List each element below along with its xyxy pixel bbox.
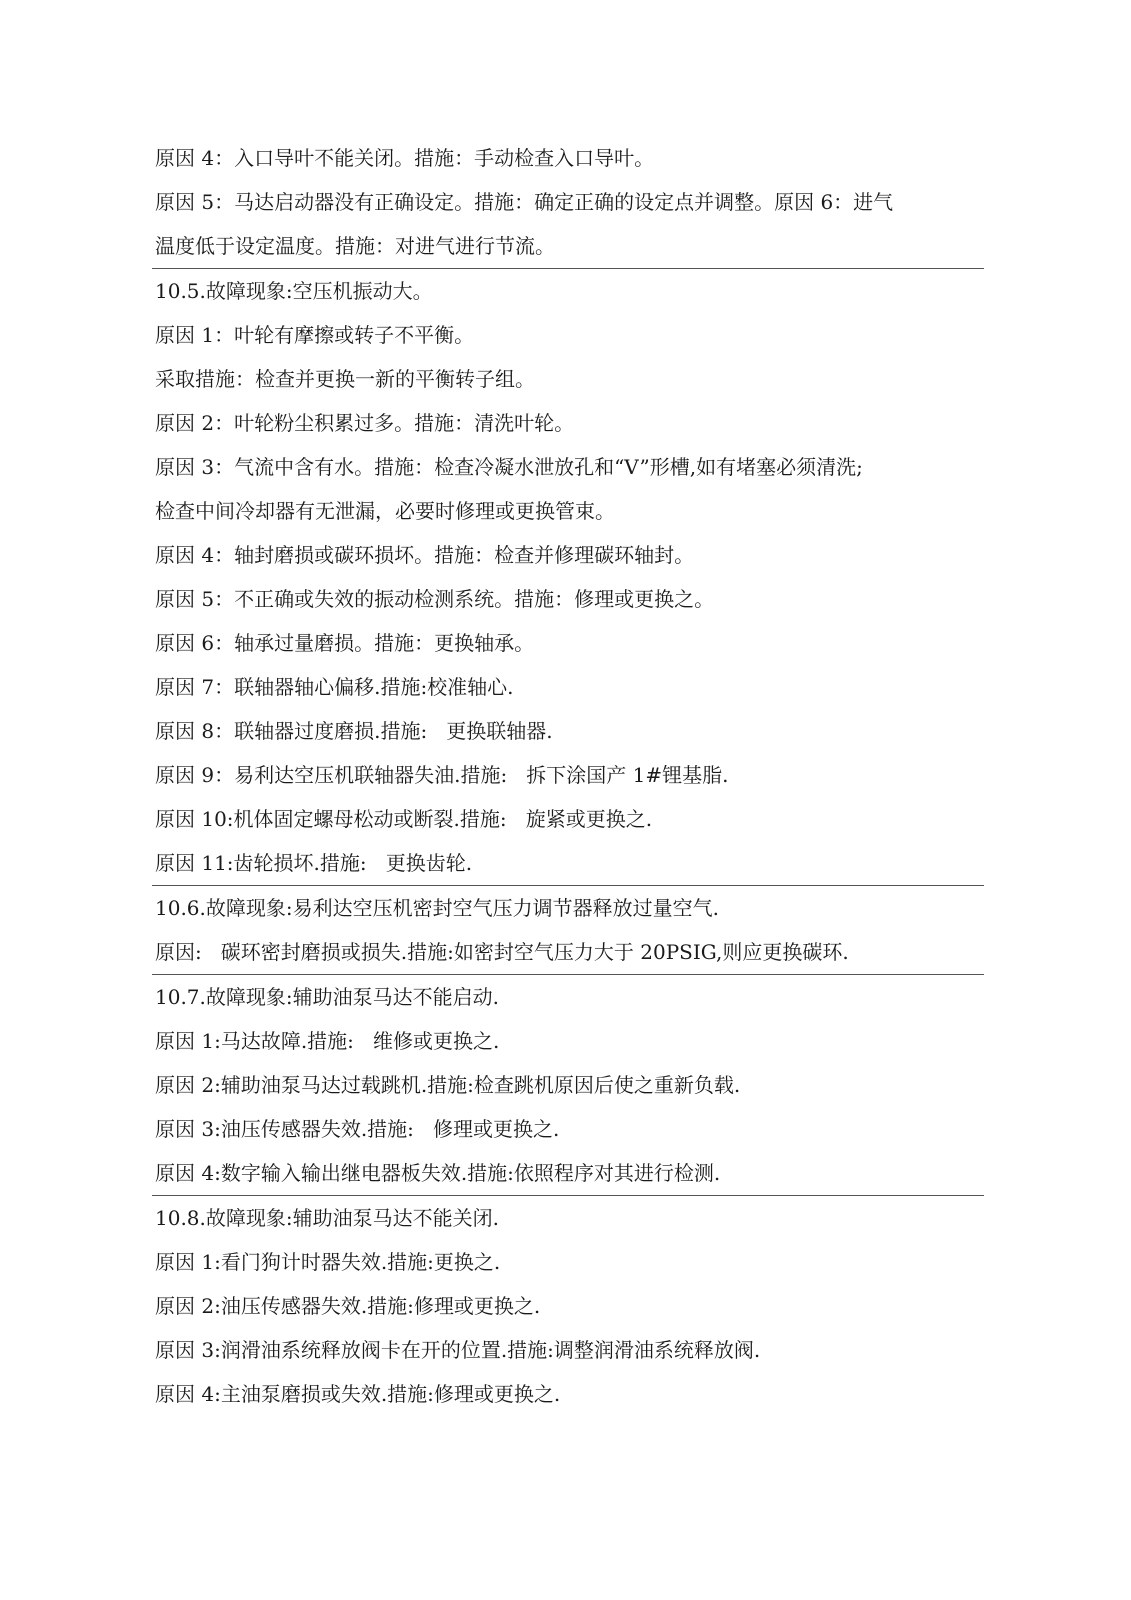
text-line: 原因 3:油压传感器失效.措施: 修理或更换之. — [155, 1117, 560, 1141]
text-line: 原因 4：入口导叶不能关闭。措施：手动检查入口导叶。 — [155, 146, 655, 170]
section-heading: 10.6.故障现象:易利达空压机密封空气压力调节器释放过量空气. — [155, 896, 719, 920]
text-line: 原因 2:辅助油泵马达过载跳机.措施:检查跳机原因后使之重新负载. — [155, 1073, 741, 1097]
section-heading: 10.5.故障现象:空压机振动大。 — [155, 279, 433, 303]
text-line: 温度低于设定温度。措施：对进气进行节流。 — [155, 234, 555, 258]
section-heading: 10.7.故障现象:辅助油泵马达不能启动. — [155, 985, 499, 1009]
text-line: 原因: 碳环密封磨损或损失.措施:如密封空气压力大于 20PSIG,则应更换碳环. — [155, 940, 849, 964]
text-line: 原因 5：马达启动器没有正确设定。措施：确定正确的设定点并调整。原因 6：进气 — [155, 190, 894, 214]
text-line: 原因 8：联轴器过度磨损.措施: 更换联轴器. — [155, 719, 553, 743]
text-line: 原因 7：联轴器轴心偏移.措施:校准轴心. — [155, 675, 514, 699]
text-line: 原因 2:油压传感器失效.措施:修理或更换之. — [155, 1294, 541, 1318]
text-line: 原因 2：叶轮粉尘积累过多。措施：清洗叶轮。 — [155, 411, 575, 435]
document-body — [155, 136, 985, 1416]
text-line: 原因 3:润滑油系统释放阀卡在开的位置.措施:调整润滑油系统释放阀. — [155, 1338, 761, 1362]
text-line: 原因 6：轴承过量磨损。措施：更换轴承。 — [155, 631, 535, 655]
section-heading: 10.8.故障现象:辅助油泵马达不能关闭. — [155, 1206, 499, 1230]
text-line: 原因 10:机体固定螺母松动或断裂.措施: 旋紧或更换之. — [155, 807, 653, 831]
text-line: 采取措施：检查并更换一新的平衡转子组。 — [155, 367, 535, 391]
text-line: 原因 3：气流中含有水。措施：检查冷凝水泄放孔和“V”形槽,如有堵塞必须清洗; — [155, 455, 863, 479]
text-line: 原因 4：轴封磨损或碳环损坏。措施：检查并修理碳环轴封。 — [155, 543, 695, 567]
fault-section — [155, 269, 985, 885]
text-line: 原因 11:齿轮损坏.措施: 更换齿轮. — [155, 851, 473, 875]
text-line: 原因 4:数字输入输出继电器板失效.措施:依照程序对其进行检测. — [155, 1161, 721, 1185]
text-line: 原因 5：不正确或失效的振动检测系统。措施：修理或更换之。 — [155, 587, 715, 611]
fault-section — [155, 886, 985, 974]
fault-section — [155, 975, 985, 1195]
text-line: 原因 1：叶轮有摩擦或转子不平衡。 — [155, 323, 475, 347]
text-line: 原因 1:看门狗计时器失效.措施:更换之. — [155, 1250, 501, 1274]
text-line: 原因 9：易利达空压机联轴器失油.措施: 拆下涂国产 1#锂基脂. — [155, 763, 729, 787]
fault-section — [155, 136, 985, 268]
text-line: 检查中间冷却器有无泄漏，必要时修理或更换管束。 — [155, 499, 615, 523]
text-line: 原因 1:马达故障.措施: 维修或更换之. — [155, 1029, 500, 1053]
fault-section — [155, 1196, 985, 1416]
text-line: 原因 4:主油泵磨损或失效.措施:修理或更换之. — [155, 1382, 561, 1406]
